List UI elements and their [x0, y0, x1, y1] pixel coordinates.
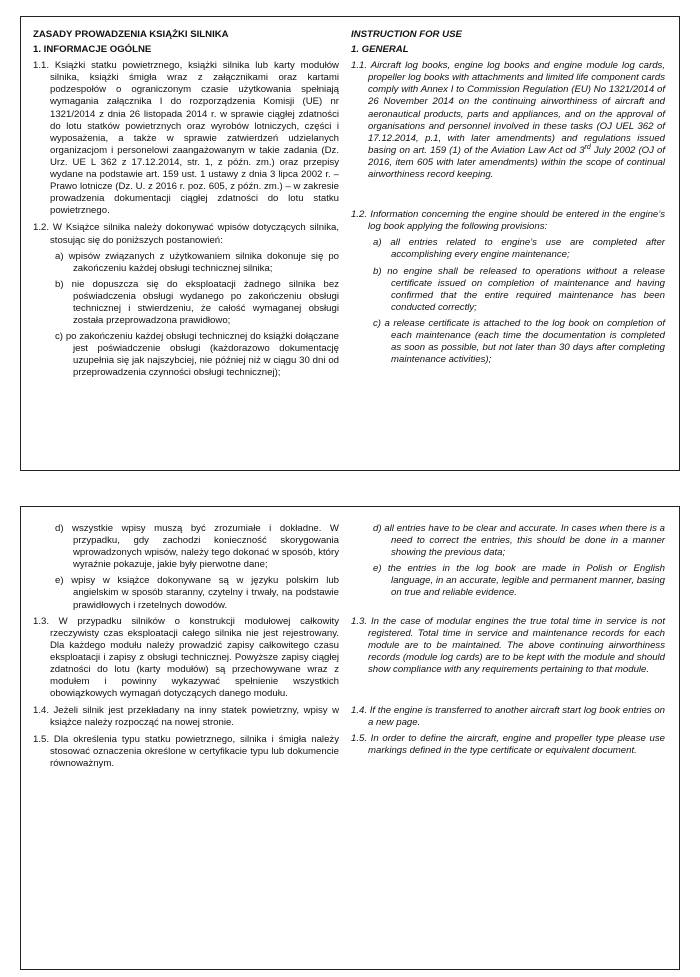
english-section-heading: 1. GENERAL	[351, 44, 409, 56]
document-page-2	[20, 506, 680, 970]
english-paragraph-1-2: 1.2. Information concerning the engine should be entered in the engine’s log book applying the following provisions:	[351, 209, 665, 233]
english-paragraph-1-1	[351, 60, 665, 181]
english-paragraph-1-3: 1.3. In the case of modular engines the true total time in service is not registered. Total time in service and maintenance records for each module are to be maintained. The above continuing airworthiness records (module log cards) are to be kept with the module and should show compliance with any requirements pertaining to that module.	[351, 615, 665, 675]
english-item-c: c) a release certificate is attached to the log book on completion of each maintenance (each time the documentation is completed as soon as possible, but not later than 30 days after completing maintenance activities);	[373, 317, 665, 366]
polish-paragraph-1-4: 1.4. Jeżeli silnik jest przekładany na inny statek powietrzny, wpisy w książce należy rozpocząć na nowej stronie.	[33, 705, 339, 729]
polish-title: ZASADY PROWADZENIA KSIĄŻKI SILNIKA	[33, 29, 229, 40]
polish-paragraph-1-1: 1.1. Książki statku powietrznego, książki silnika lub karty modułów silnika, książki śmigła wraz z załącznikami oraz kartami podzespołów o ograniczonym czasie użytkowania spełniają wymagania załącznika I do rozporządzenia Komisji (UE) nr 1321/2014 z dnia 26 listopada 2014 r. w sprawie ciągłej zdatności do lotu statków powietrznych oraz wyrobów lotniczych, części i wyposażenia, a także w sprawie zatwierdzeń udzielanych organizacjom i personelowi zaangażowanym w takie zadania (Dz. Urz. UE L 362 z 17.12.2014, str. 1, z późn. zm.) oraz przepisy wydane na podstawie art. 159 ust. 1 ustawy z dnia 3 lipca 2002 r. – Prawo lotnicze (Dz. U. z 2016 r. poz. 605, z późn. zm.) – w zakresie prowadzenia dokumentacji ciągłej zdatności do lotu statku powietrznego.	[33, 60, 339, 217]
english-column-continued	[351, 523, 665, 757]
polish-paragraph-1-2: 1.2. W Książce silnika należy dokonywać wpisów dotyczących silnika, stosując się do poniższych postanowień:	[33, 222, 339, 246]
english-column	[351, 29, 665, 366]
polish-paragraph-1-3: 1.3. W przypadku silników o konstrukcji modułowej całkowity rzeczywisty czas eksploatacji całego silnika nie jest rejestrowany. Dla każdego modułu należy prowadzić zapisy całkowitego czasu eksploatacji i zapisy z obsługi technicznej. Powyższe zapisy ciągłej zdatności do lotu (karty modułów) są przechowywane wraz z modułem i powinny wykazywać spełnienie wszystkich obowiązkowych wymagań dotyczących danego modułu.	[33, 615, 339, 700]
polish-paragraph-1-5: 1.5. Dla określenia typu statku powietrznego, silnika i śmigła należy stosować oznaczenia określone w certyfikacie typu lub dokumencie równoważnym.	[33, 733, 339, 769]
english-item-b: b) no engine shall be released to operations without a release certificate issued on completion of maintenance and having confirmed that the entire required maintenance has been conducted correctly;	[373, 265, 665, 313]
english-paragraph-1-1-part-a: 1.1. Aircraft log books, engine log books and engine module log cards, propeller log books with attachments and limited life component cards comply with Annex I to Commission Regulation (EU) No 1321/2014 of 26 November 2014 on the continuing airworthiness of aircraft and aeronautical products, parts and appliances, and on the approval of organisations and personnel involved in these tasks (OJ UEL 362 of 17.12.2014, p.1, with later amendments) and regulations issued basing on art. 159 (1) of the Aviation Law Act od 3	[351, 60, 665, 156]
polish-item-a: a) wpisów związanych z użytkowaniem silnika dokonuje się po zakończeniu każdej obsługi technicznej silnika;	[55, 250, 339, 274]
polish-item-d: d) wszystkie wpisy muszą być zrozumiałe i dokładne. W przypadku, gdy zachodzi konieczność skorygowania wprowadzonych wpisów, należy tego dokonać w sposób, który wyraźnie pokazuje, jakie były pierwotne dane;	[55, 523, 339, 571]
superscript-rd: rd	[584, 143, 591, 151]
polish-item-e: e) wpisy w książce dokonywane są w języku polskim lub angielskim w sposób staranny, czytelny i trwały, na podstawie prawidłowych i rzetelnych dowodów.	[55, 575, 339, 611]
english-title: INSTRUCTION FOR USE	[351, 29, 462, 40]
english-paragraph-1-5: 1.5. In order to define the aircraft, engine and propeller type please use markings defined in the type certificate or equivalent document.	[351, 733, 665, 757]
document-page-1	[20, 16, 680, 471]
english-item-d: d) all entries have to be clear and accurate. In cases when there is a need to correct the entries, this should be done in a manner showing the previous data;	[373, 523, 665, 559]
polish-section-heading: 1. INFORMACJE OGÓLNE	[33, 44, 152, 56]
english-item-e: e) the entries in the log book are made in Polish or English language, in an accurate, legible and permanent manner, basing on true and reliable evidence.	[373, 563, 665, 599]
polish-column	[33, 29, 339, 380]
english-item-a: a) all entries related to engine’s use are completed after accomplishing every engine maintenance;	[373, 237, 665, 261]
polish-item-c: c) po zakończeniu każdej obsługi technicznej do książki dołączane jest poświadczenie obsługi (każdorazowo dokumentację uzupełnia się jak najszybciej, nie później niż w ciągu 30 dni od przeprowadzenia czynności obsługi technicznej);	[55, 331, 339, 379]
polish-column-continued	[33, 523, 339, 770]
polish-item-b: b) nie dopuszcza się do eksploatacji żadnego silnika bez poświadczenia obsługi wydanego po zakończeniu obsługi technicznej i stwierdzeniu, że całość wymaganej obsługi została przeprowadzona prawidłowo;	[55, 278, 339, 327]
english-paragraph-1-1-part-b: July 2002 (OJ of 2016, item 605 with later amendments) within the scope of continual airworthiness record keeping.	[368, 144, 665, 181]
english-paragraph-1-4: 1.4. If the engine is transferred to another aircraft start log book entries on a new page.	[351, 705, 665, 729]
